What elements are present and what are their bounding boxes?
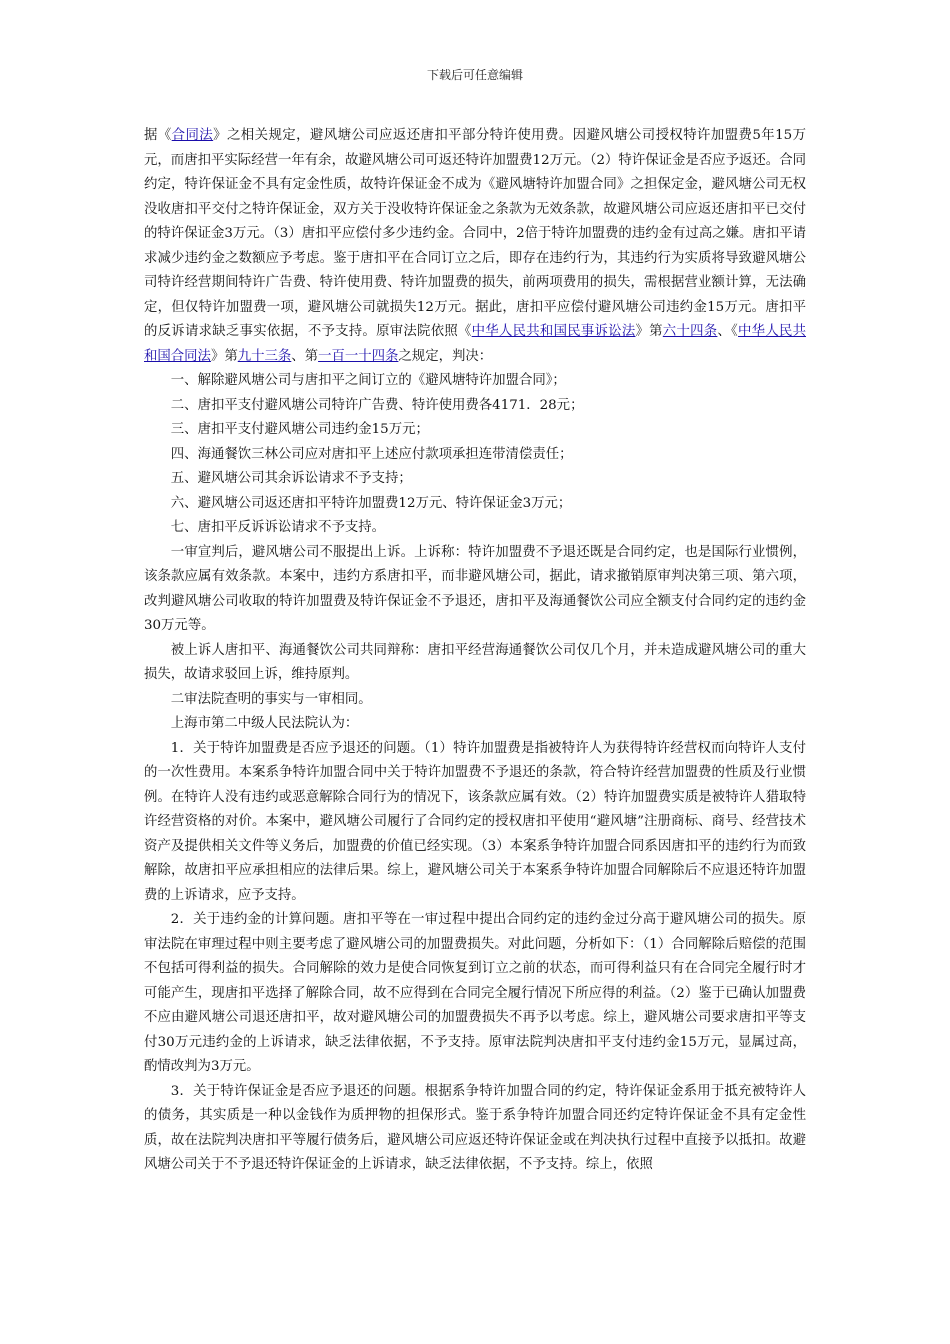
- paragraph-appellee-defense: 被上诉人唐扣平、海通餐饮公司共同辩称：唐扣平经营海通餐饮公司仅几个月，并未造成避风塘公司的重大损失，故请求驳回上诉，维持原判。: [144, 642, 806, 682]
- text-segment: 》之相关规定，避风塘公司应返还唐扣平部分特许使用费。因避风塘公司授权特许加盟费5年15万元，而唐扣平实际经营一年有余，故避风塘公司可返还特许加盟费12万元。（2）特许保证金是否应予返还。合同约定，特许保证金不具有定金性质，故特许保证金不成为《避风塘特许加盟合同》之担保定金，避风塘公司无权没收唐扣平交付之特许保证金，双方关于没收特许保证金之条款为无效条款，故避风塘公司应返还唐扣平已交付的特许保证金3万元。（3）唐扣平应偿付多少违约金。合同中，2倍于特许加盟费的违约金有过高之嫌。唐扣平请求减少违约金之数额应予考虑。鉴于唐扣平在合同订立之后，即存在违约行为，其违约行为实质将导致避风塘公司特许经营期间特许广告费、特许使用费、特许加盟费的损失，前两项费用的损失，需根据营业额计算，无法确定，但仅特许加盟费一项，避风塘公司就损失12万元。据此，唐扣平应偿付避风塘公司违约金15万元。唐扣平的反诉请求缺乏事实依据，不予支持。原审法院依照《: [144, 128, 807, 339]
- text-segment: 》第: [635, 324, 663, 339]
- paragraph-issue-2-penalty: 2．关于违约金的计算问题。唐扣平等在一审过程中提出合同约定的违约金过分高于避风塘公司的损失。原审法院在审理过程中则主要考虑了避风塘公司的加盟费损失。对此问题，分析如下：（1）合同解除后赔偿的范围不包括可得利益的损失。合同解除的效力是使合同恢复到订立之前的状态，而可得利益只有在合同完全履行时才可能产生，现唐扣平选择了解除合同，故不应得到在合同完全履行情况下所应得的利益。（2）鉴于已确认加盟费不应由避风塘公司退还唐扣平，故对避风塘公司的加盟费损失不再予以考虑。综上，避风塘公司要求唐扣平等支付30万元违约金的上诉请求，缺乏法律依据，不予支持。原审法院判决唐扣平支付违约金15万元，显属过高，酌情改判为3万元。: [144, 912, 806, 1074]
- text-segment: 》第: [210, 348, 238, 364]
- document-body: [144, 124, 806, 1178]
- paragraph-first-instance-reasoning: [144, 124, 806, 369]
- law-link-civil-procedure-law[interactable]: 中华人民共和国民事诉讼法: [471, 324, 636, 339]
- judgment-item-1: 一、解除避风塘公司与唐扣平之间订立的《避风塘特许加盟合同》；: [170, 373, 566, 388]
- judgment-item-3: 三、唐扣平支付避风塘公司违约金15万元；: [170, 422, 429, 437]
- paragraph-issue-3-deposit: 3．关于特许保证金是否应予退还的问题。根据系争特许加盟合同的约定，特许保证金系用于抵充被特许人的债务，其实质是一种以金钱作为质押物的担保形式。鉴于系争特许加盟合同还约定特许保证金不具有定金性质，故在法院判决唐扣平等履行债务后，避风塘公司应返还特许保证金或在判决执行过程中直接予以抵扣。故避风塘公司关于不予退还特许保证金的上诉请求，缺乏法律依据，不予支持。综上，依照: [144, 1083, 806, 1172]
- paragraph-issue-1-franchise-fee: 1．关于特许加盟费是否应予退还的问题。（1）特许加盟费是指被特许人为获得特许经营权而向特许人支付的一次性费用。本案系争特许加盟合同中关于特许加盟费不予退还的条款，符合特许经营加盟费的性质及行业惯例。在特许人没有违约或恶意解除合同行为的情况下，该条款应属有效。（2）特许加盟费实质是被特许人猎取特许经营资格的对价。本案中，避风塘公司履行了合同约定的授权唐扣平使用“避风塘”注册商标、商号、经营技术资产及提供相关文件等义务后，加盟费的价值已经实现。（3）本案系争特许加盟合同系因唐扣平的违约行为而致解除，故唐扣平应承担相应的法律后果。综上，避风塘公司关于本案系争特许加盟合同解除后不应退还特许加盟费的上诉请求，应予支持。: [144, 740, 806, 903]
- text-segment: 、第: [291, 348, 319, 364]
- judgment-item-7: 七、唐扣平反诉诉讼请求不予支持。: [170, 520, 386, 535]
- law-link-article-114[interactable]: 一百一十四条: [318, 348, 399, 364]
- judgment-item-6: 六、避风塘公司返还唐扣平特许加盟费12万元、特许保证金3万元；: [170, 495, 572, 511]
- judgment-item-4: 四、海通餐饮三林公司应对唐扣平上述应付款项承担连带清偿责任；: [170, 446, 573, 462]
- law-link-article-93[interactable]: 九十三条: [237, 348, 292, 364]
- text-segment: 之规定，判决：: [398, 348, 493, 364]
- law-link-contract-law[interactable]: 合同法: [171, 128, 214, 143]
- judgment-item-5: 五、避风塘公司其余诉讼请求不予支持；: [170, 471, 412, 486]
- page-header: 下载后可任意编辑: [426, 68, 523, 82]
- law-link-article-64[interactable]: 六十四条: [662, 324, 718, 339]
- paragraph-court-opinion-intro: 上海市第二中级人民法院认为：: [170, 716, 359, 731]
- text-segment: 、《: [717, 324, 739, 339]
- text-segment: 据《: [144, 128, 172, 143]
- law-link-prc-contract-law[interactable]: 中华人民共和国合同法: [144, 324, 807, 364]
- paragraph-second-instance-facts: 二审法院查明的事实与一审相同。: [170, 691, 372, 707]
- judgment-item-2: 二、唐扣平支付避风塘公司特许广告费、特许使用费各4171．28元；: [170, 397, 584, 413]
- paragraph-appeal: 一审宣判后，避风塘公司不服提出上诉。上诉称：特许加盟费不予退还既是合同约定，也是国际行业惯例，该条款应属有效条款。本案中，违约方系唐扣平，而非避风塘公司，据此，请求撤销原审判决第三项、第六项，改判避风塘公司收取的特许加盟费及特许保证金不予退还，唐扣平及海通餐饮公司应全额支付合同约定的违约金30万元等。: [144, 544, 806, 633]
